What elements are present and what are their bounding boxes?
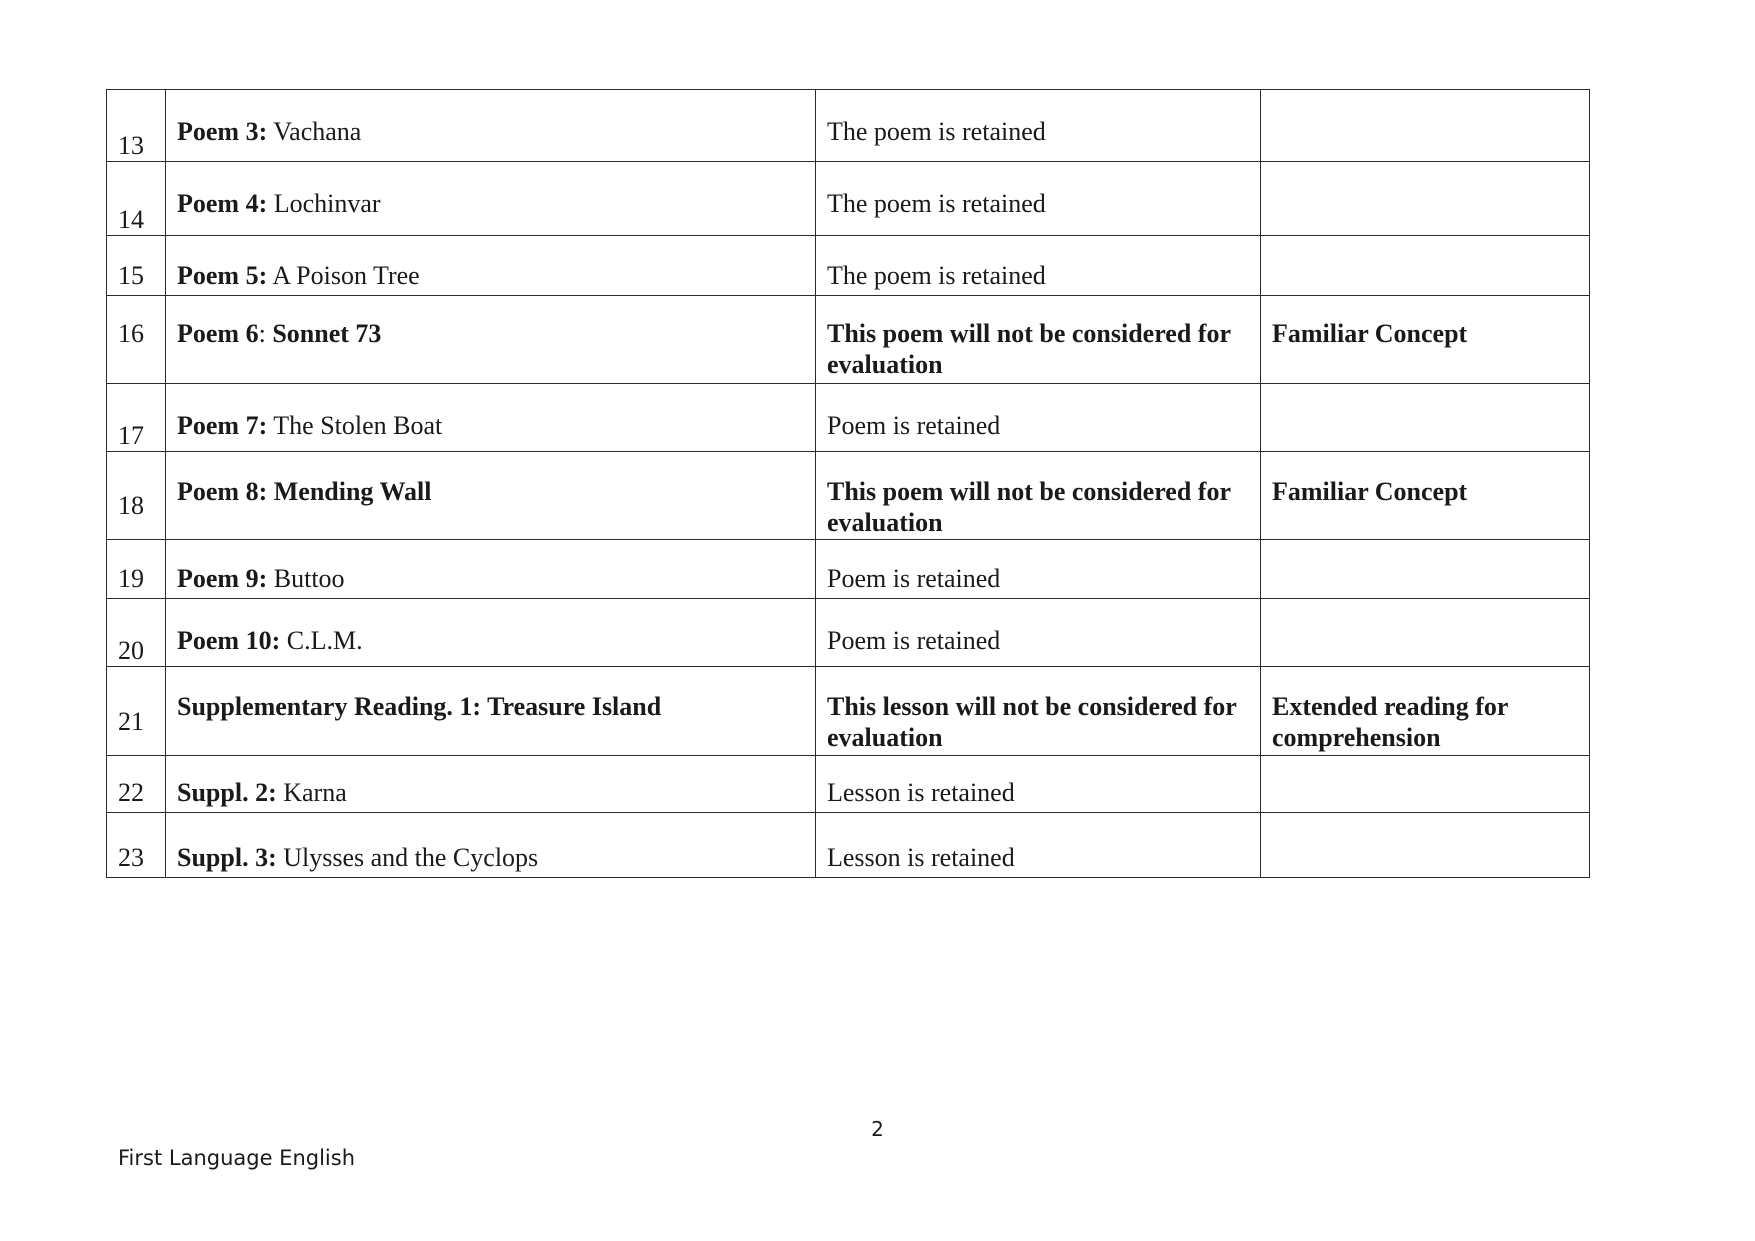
lesson-label: Poem 4: bbox=[177, 189, 268, 218]
table-row bbox=[107, 813, 1590, 878]
lesson-name: Lochinvar bbox=[267, 189, 381, 218]
table-row bbox=[107, 756, 1590, 813]
lesson-title bbox=[166, 384, 816, 452]
remark-cell bbox=[1261, 540, 1590, 599]
page-number: 2 bbox=[871, 1117, 884, 1141]
serial-number: 20 bbox=[107, 599, 166, 667]
table-row bbox=[107, 599, 1590, 667]
lesson-label: Poem 7: bbox=[177, 411, 268, 440]
serial-number: 19 bbox=[107, 540, 166, 599]
lesson-name: The Stolen Boat bbox=[267, 411, 443, 440]
table-row bbox=[107, 236, 1590, 296]
remark-cell: Extended reading for comprehension bbox=[1261, 667, 1590, 756]
remark-cell bbox=[1261, 162, 1590, 236]
serial-number: 21 bbox=[107, 667, 166, 756]
lesson-title bbox=[166, 813, 816, 878]
lesson-title bbox=[166, 756, 816, 813]
lesson-label: Poem 6 bbox=[177, 319, 259, 348]
lesson-label: Poem 9: bbox=[177, 564, 268, 593]
lesson-name: A Poison Tree bbox=[267, 261, 420, 290]
footer-document-title: First Language English bbox=[118, 1146, 356, 1170]
lesson-title bbox=[166, 452, 816, 540]
lesson-label: Suppl. 2: bbox=[177, 778, 277, 807]
status-cell: This poem will not be considered for evaluation bbox=[816, 452, 1261, 540]
remark-cell bbox=[1261, 90, 1590, 162]
lesson-name: C.L.M. bbox=[280, 626, 363, 655]
table-row bbox=[107, 162, 1590, 236]
serial-number: 18 bbox=[107, 452, 166, 540]
status-cell: Poem is retained bbox=[816, 540, 1261, 599]
lesson-label: Supplementary Reading. 1: Treasure Island bbox=[177, 692, 662, 721]
table-row bbox=[107, 296, 1590, 384]
lesson-title bbox=[166, 90, 816, 162]
lesson-title bbox=[166, 296, 816, 384]
remark-cell: Familiar Concept bbox=[1261, 452, 1590, 540]
serial-number: 23 bbox=[107, 813, 166, 878]
lesson-title bbox=[166, 540, 816, 599]
status-cell: The poem is retained bbox=[816, 236, 1261, 296]
serial-number: 13 bbox=[107, 90, 166, 162]
serial-number: 17 bbox=[107, 384, 166, 452]
status-cell: Poem is retained bbox=[816, 599, 1261, 667]
remark-cell bbox=[1261, 756, 1590, 813]
table-row bbox=[107, 384, 1590, 452]
lesson-name: Buttoo bbox=[267, 564, 345, 593]
lesson-label: Poem 10: bbox=[177, 626, 281, 655]
table-row bbox=[107, 90, 1590, 162]
lesson-label: Poem 8: Mending Wall bbox=[177, 477, 432, 506]
serial-number: 15 bbox=[107, 236, 166, 296]
remark-cell bbox=[1261, 384, 1590, 452]
status-cell: This lesson will not be considered for evaluation bbox=[816, 667, 1261, 756]
status-cell: Poem is retained bbox=[816, 384, 1261, 452]
remark-cell: Familiar Concept bbox=[1261, 296, 1590, 384]
lesson-title bbox=[166, 667, 816, 756]
lesson-label: Poem 5: bbox=[177, 261, 268, 290]
lesson-label: Poem 3: bbox=[177, 117, 268, 146]
status-cell: The poem is retained bbox=[816, 162, 1261, 236]
lesson-name: Ulysses and the Cyclops bbox=[276, 843, 539, 872]
table-row bbox=[107, 540, 1590, 599]
lesson-label: Suppl. 3: bbox=[177, 843, 277, 872]
syllabus-table bbox=[106, 89, 1590, 878]
serial-number: 16 bbox=[107, 296, 166, 384]
remark-cell bbox=[1261, 599, 1590, 667]
lesson-name: Sonnet 73 bbox=[265, 319, 382, 348]
status-cell: Lesson is retained bbox=[816, 756, 1261, 813]
status-cell: This poem will not be considered for evaluation bbox=[816, 296, 1261, 384]
lesson-name: Vachana bbox=[267, 117, 362, 146]
serial-number: 22 bbox=[107, 756, 166, 813]
lesson-name: Karna bbox=[276, 778, 347, 807]
remark-cell bbox=[1261, 236, 1590, 296]
status-cell: Lesson is retained bbox=[816, 813, 1261, 878]
lesson-title bbox=[166, 162, 816, 236]
lesson-title bbox=[166, 599, 816, 667]
status-cell: The poem is retained bbox=[816, 90, 1261, 162]
table-row bbox=[107, 667, 1590, 756]
lesson-title bbox=[166, 236, 816, 296]
lesson-separator: : bbox=[258, 319, 266, 348]
table-row bbox=[107, 452, 1590, 540]
remark-cell bbox=[1261, 813, 1590, 878]
serial-number: 14 bbox=[107, 162, 166, 236]
